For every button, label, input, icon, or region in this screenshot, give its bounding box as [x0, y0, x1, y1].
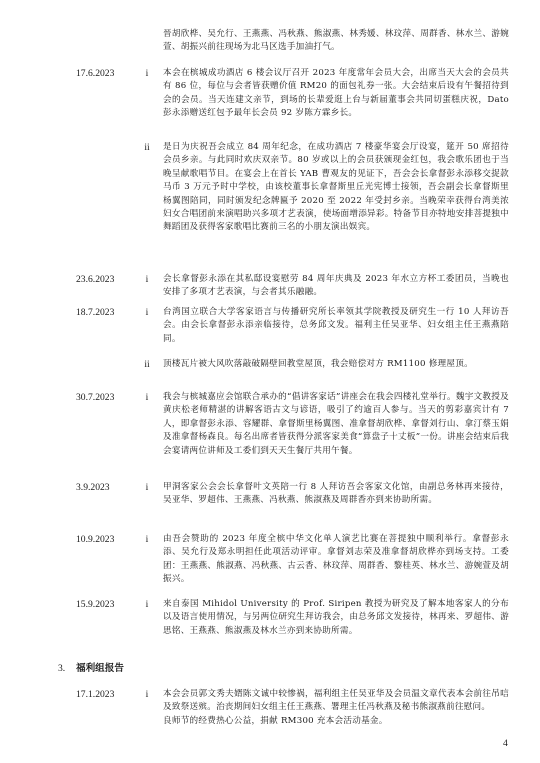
entry-text: 是日为庆祝吾会成立 84 周年纪念，在成功酒店 7 楼豪华宴会厅设宴，筵开 50 席招待会员乡亲。与此同时欢庆双亲节。80 岁或以上的会员获颁现金红包，我会歌乐团也于当晚呈献歌唱节目。在宴会上在首长 YAB 曹观友的见证下，吾会会长拿督彭永添移交捉款马币 3 万元予时中学校，由该校董事长拿督斯里丘光宪博士接领，吾会副会长拿督斯里杨翼图陪同，同时颁发纪念牌匾予 2020 至 2022 年受封乡亲。当晚荣幸获得台湾美浓妇女合唱团前来演唱助兴多项才艺表演，使场面增添异彩。特备节目亦特地安排菩提独中舞蹈团及获得客家歌唱比赛前三名的小朋友演出娱宾。 — [163, 142, 509, 233]
entry-text: 我会与槟城嘉应会馆联合承办的“倡讲客家话”讲座会在我会四楼礼堂举行。魏宇文教授及黄庆松老师精湛的讲解客语古文与谚语，吸引了约逾百人参与。当天的剪彩嘉宾计有 7 人，即拿督彭永添、容耀群、拿督斯里杨翼图、准拿督胡欣桦、拿督刘行山、拿汀蔡玉娟及准拿督杨森良。每名出席者皆获得分派客家美食“算盘子十丈板”一份。讲座会结束后我会宴请两位讲师及工委们到天天生餐厅共用午餐。 — [163, 392, 509, 456]
section-number: 3. — [58, 663, 66, 674]
entry-date: 17.6.2023 — [76, 68, 115, 79]
continuation-text: 晉胡欣桦、吴允行、王燕燕、冯秋燕、熊淑燕、林秀媛、林玟萍、周群香、林水兰、游婉萱、胡振兴前往现场为北马区选手加油打气。 — [163, 29, 509, 53]
page-number: 4 — [503, 738, 508, 749]
entry-marker: i — [145, 482, 149, 493]
section-heading — [58, 662, 124, 675]
entry-paragraph: 本会会员郭文秀夫婿陈文诚中较惨祸，福利组主任吴亚华及会员温文章代表本会前往吊唁及致祭送殡。治丧期间妇女组主任王燕燕、署理主任冯秋燕及秘书熊淑燕前往慰问。 — [163, 689, 509, 713]
entry-date: 3.9.2023 — [76, 482, 110, 493]
entry-text — [163, 688, 509, 728]
entry-marker: i — [145, 274, 149, 285]
entry-text: 由吾会赞助的 2023 年度全槟中华文化单人演艺比赛在菩提独中顺利举行。拿督彭永添、吴允行及郑永明担任此项活动评审。拿督刘志荣及准拿督胡欣桦亦到场支持。工委团：王燕燕、熊淑燕、冯秋燕、古云香、林玟萍、周群香、黎桂英、林水兰、游婉萱及胡振兴。 — [163, 534, 509, 585]
entry-marker: i — [145, 534, 149, 545]
entry-marker: i — [145, 599, 149, 610]
entry-date: 15.9.2023 — [76, 599, 115, 610]
entry-paragraph: 良师节的经费热心公益，捐献 RM300 充本会活动基金。 — [163, 715, 388, 726]
entry-marker: i — [145, 689, 149, 700]
section-title: 福利组报告 — [76, 663, 124, 674]
entry-marker: ii — [144, 359, 150, 370]
entry-date: 17.1.2023 — [76, 689, 115, 700]
entry-text: 甲洞客家公会会长拿督叶文英陪一行 8 人拜访吾会客家文化馆，由副总务林再来接待，吴亚华、罗超伟、王燕燕、冯秋燕、熊淑燕及周群香亦到来协助所需。 — [163, 482, 509, 506]
entry-text: 来自泰国 Mihidol University 的 Prof. Siripen 教授为研究及了解本地客家人的分布以及语言使用情况，与另两位研究生拜访我会，由总务邱文发接待，林再来、罗超伟、游思铭、王燕燕、熊淑燕及林水兰亦到来协助所需。 — [163, 599, 509, 636]
entry-text: 台湾国立联合大学客家语言与传播研究所长率领其学院教授及研究生一行 10 人拜访吾会。由会长拿督彭永添亲临接待，总务邱文发。福利主任吴亚华、妇女组主任王燕燕陪同。 — [163, 307, 509, 344]
entry-date: 23.6.2023 — [76, 274, 115, 285]
entry-date: 18.7.2023 — [76, 307, 115, 318]
entry-text: 本会在槟城成功酒店 6 楼会议厅召开 2023 年度常年会员大会，出席当天大会的会员共有 86 位，每位与会者皆获赠价值 RM20 的面包礼券一张。大会结束后设有午餐招待到会的会员。当天连建文亲节，到场的长辈爱逛上台与新届董事会共同切蛋糕庆祝，Dato 彭永添赠送红包予最年长会员 92 岁陈方霖乡长。 — [163, 68, 509, 119]
entry-date: 30.7.2023 — [76, 392, 115, 403]
entry-marker: i — [145, 307, 149, 318]
entry-text: 顶楼瓦片被大风吹落敲破隔壁回教堂屋顶，我会赔偿对方 RM1100 修理屋顶。 — [163, 359, 473, 369]
entry-text: 会长拿督彭永添在其私邸设宴慰劳 84 周年庆典及 2023 年水立方杯工委团员，当晚也安排了多项才艺表演，与会者其乐融融。 — [163, 274, 509, 298]
entry-marker: ii — [144, 142, 150, 153]
entry-marker: i — [145, 68, 149, 79]
entry-date: 10.9.2023 — [76, 534, 115, 545]
entry-marker: i — [145, 392, 149, 403]
